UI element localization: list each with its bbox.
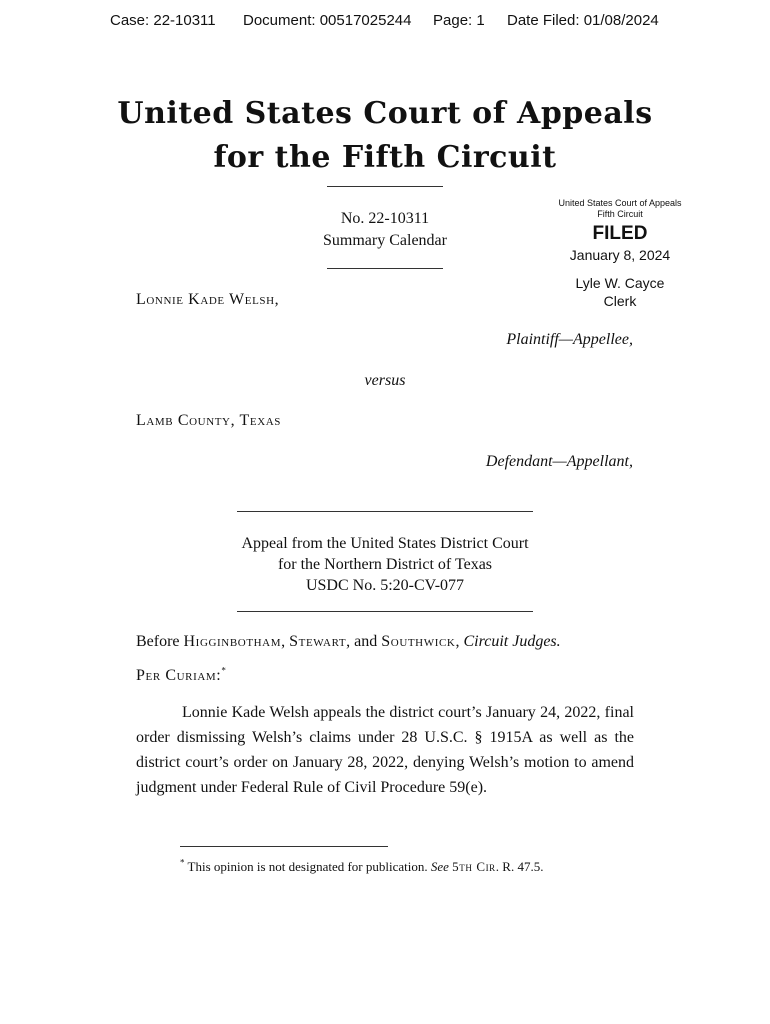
date-filed-header: Date Filed: 01/08/2024 [507, 12, 659, 29]
footnote [180, 859, 543, 875]
judge-stewart: Stewart [289, 633, 347, 650]
footnote-text: This opinion is not designated for publication. [187, 859, 428, 874]
court-title-line1: United States Court of Appeals [117, 96, 653, 131]
opinion-paragraph: Lonnie Kade Welsh appeals the district court’s January 24, 2022, final order dismissing Welsh’s claims under 28 U.S.C. § 1915A as well as the district court’s order on January 28, 2022, denying Welsh’s motion to amend judgment under Federal Rule of Civil Procedure 59(e). [136, 704, 634, 796]
appeal-from-line1: Appeal from the United States District Court [241, 535, 529, 552]
appeal-from-line3: USDC No. 5:20-CV-077 [305, 577, 465, 594]
footnote-see: See [430, 859, 449, 874]
case-number-header: Case: 22-10311 [110, 12, 216, 29]
appeal-from [0, 533, 770, 596]
clerk-name: Lyle W. Cayce [575, 275, 665, 291]
page-number-header: Page: 1 [433, 12, 485, 29]
panel-separator-2: , and [346, 633, 378, 650]
title-divider [327, 186, 443, 187]
filed-stamp [540, 198, 700, 310]
panel-separator-3: , [455, 633, 460, 650]
appeal-divider-bottom [237, 611, 533, 612]
filed-date: January 8, 2024 [569, 247, 671, 263]
footnote-note-marker: * [180, 857, 185, 868]
document-header [0, 12, 770, 34]
plaintiff-name: Lonnie Kade Welsh, [136, 291, 280, 308]
opinion-body [136, 700, 634, 800]
document-number-header: Document: 00517025244 [243, 12, 412, 29]
panel-before: Before [136, 633, 180, 650]
filed-stamp-circuit: Fifth Circuit [597, 209, 643, 219]
per-curiam [136, 667, 226, 685]
footnote-divider [180, 846, 388, 847]
judge-higginbotham: Higginbotham [183, 633, 282, 650]
panel-line [136, 633, 561, 651]
defendant-role: Defendant—Appellant, [485, 453, 633, 470]
clerk-title: Clerk [603, 293, 637, 309]
court-title-line2: for the Fifth Circuit [213, 140, 557, 175]
filed-status: FILED [592, 223, 648, 244]
filed-stamp-court: United States Court of Appeals [558, 198, 682, 208]
case-info [250, 208, 520, 252]
plaintiff-role: Plaintiff—Appellee, [506, 331, 633, 348]
case-info-divider [327, 268, 443, 269]
versus-label: versus [364, 372, 406, 389]
appeal-divider-top [237, 511, 533, 512]
appeal-from-line2: for the Northern District of Texas [277, 556, 493, 573]
footnote-rule-prefix: 5th Cir [452, 859, 496, 874]
footnote-rule-suffix: . R. 47.5. [495, 859, 544, 874]
defendant-name: Lamb County, Texas [136, 412, 282, 429]
panel-title: Circuit Judges. [463, 633, 561, 650]
calendar-type: Summary Calendar [323, 232, 447, 249]
court-title [0, 92, 770, 180]
docket-number: No. 22-10311 [340, 210, 430, 227]
panel-separator-1: , [281, 633, 286, 650]
per-curiam-label: Per Curiam: [136, 667, 222, 684]
footnote-marker: * [221, 665, 226, 676]
judge-southwick: Southwick [381, 633, 456, 650]
